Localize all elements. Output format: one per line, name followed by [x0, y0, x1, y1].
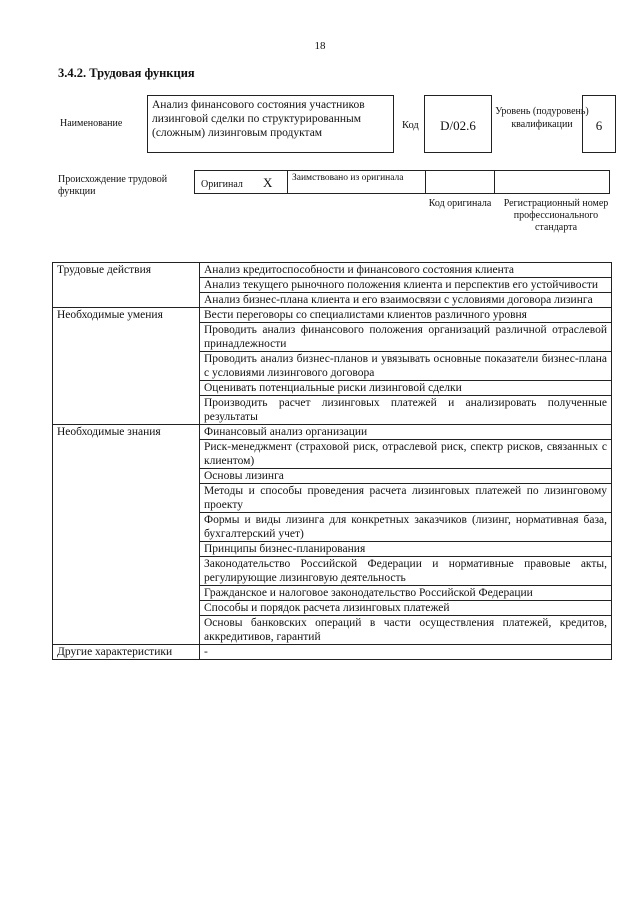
original-mark: X [263, 175, 273, 190]
level-value: 6 [582, 95, 616, 153]
original-cell [194, 170, 288, 194]
section-title: 3.4.2. Трудовая функция [58, 66, 195, 80]
action-item: Анализ кредитоспособности и финансового состояния клиента [200, 263, 612, 278]
knowledge-item: Законодательство Российской Федерации и нормативные правовые акты, регулирующие лизинговую деятельность [200, 557, 612, 586]
skill-item: Вести переговоры со специалистами клиентов различного уровня [200, 308, 612, 323]
knowledge-item: Формы и виды лизинга для конкретных заказчиков (лизинг, нормативная база, бухгалтерский учет) [200, 513, 612, 542]
borrowed-cell: Заимствовано из оригинала [287, 170, 426, 194]
skill-item: Проводить анализ финансового положения организаций различной отраслевой принадлежности [200, 323, 612, 352]
table-row [53, 308, 612, 323]
reg-caption: Регистрационный номер профессионального стандарта [503, 198, 609, 233]
skill-item: Производить расчет лизинговых платежей и анализировать полученные результаты [200, 396, 612, 425]
level-label: Уровень (подуровень) квалификации [495, 106, 589, 130]
knowledge-item: Риск-менеджмент (страховой риск, отраслевой риск, спектр рисков, связанных с клиентом) [200, 440, 612, 469]
code-value: D/02.6 [424, 95, 492, 153]
knowledge-item: Гражданское и налоговое законодательство Российской Федерации [200, 586, 612, 601]
page-number: 18 [314, 40, 326, 52]
other-label: Другие характеристики [53, 645, 200, 660]
table-row [53, 425, 612, 440]
knowledge-item: Финансовый анализ организации [200, 425, 612, 440]
code-label: Код [402, 120, 419, 131]
reg-number-cell [494, 170, 610, 194]
original-code-cell [425, 170, 495, 194]
function-table [52, 262, 612, 660]
knowledge-label: Необходимые знания [53, 425, 200, 645]
knowledge-item: Методы и способы проведения расчета лизинговых платежей по лизинговому проекту [200, 484, 612, 513]
name-label: Наименование [60, 118, 123, 129]
table-row [53, 645, 612, 660]
skill-item: Проводить анализ бизнес-планов и увязывать основные показатели бизнес-плана с условиями лизингового договора [200, 352, 612, 381]
actions-label: Трудовые действия [53, 263, 200, 308]
origin-label: Происхождение трудовой функции [58, 174, 168, 197]
action-item: Анализ текущего рыночного положения клиента и перспектив его устойчивости [200, 278, 612, 293]
knowledge-item: Способы и порядок расчета лизинговых платежей [200, 601, 612, 616]
table-row [53, 263, 612, 278]
knowledge-item: Основы лизинга [200, 469, 612, 484]
other-value: - [200, 645, 612, 660]
skill-item: Оценивать потенциальные риски лизинговой сделки [200, 381, 612, 396]
knowledge-item: Принципы бизнес-планирования [200, 542, 612, 557]
name-value: Анализ финансового состояния участников лизинговой сделки по структурированным (сложным) лизинговым продуктам [147, 95, 394, 153]
knowledge-item: Основы банковских операций в части осуществления платежей, кредитов, аккредитивов, гарантий [200, 616, 612, 645]
action-item: Анализ бизнес-плана клиента и его взаимосвязи с условиями договора лизинга [200, 293, 612, 308]
original-label: Оригинал [201, 179, 243, 190]
skills-label: Необходимые умения [53, 308, 200, 425]
code-caption: Код оригинала [428, 198, 492, 209]
